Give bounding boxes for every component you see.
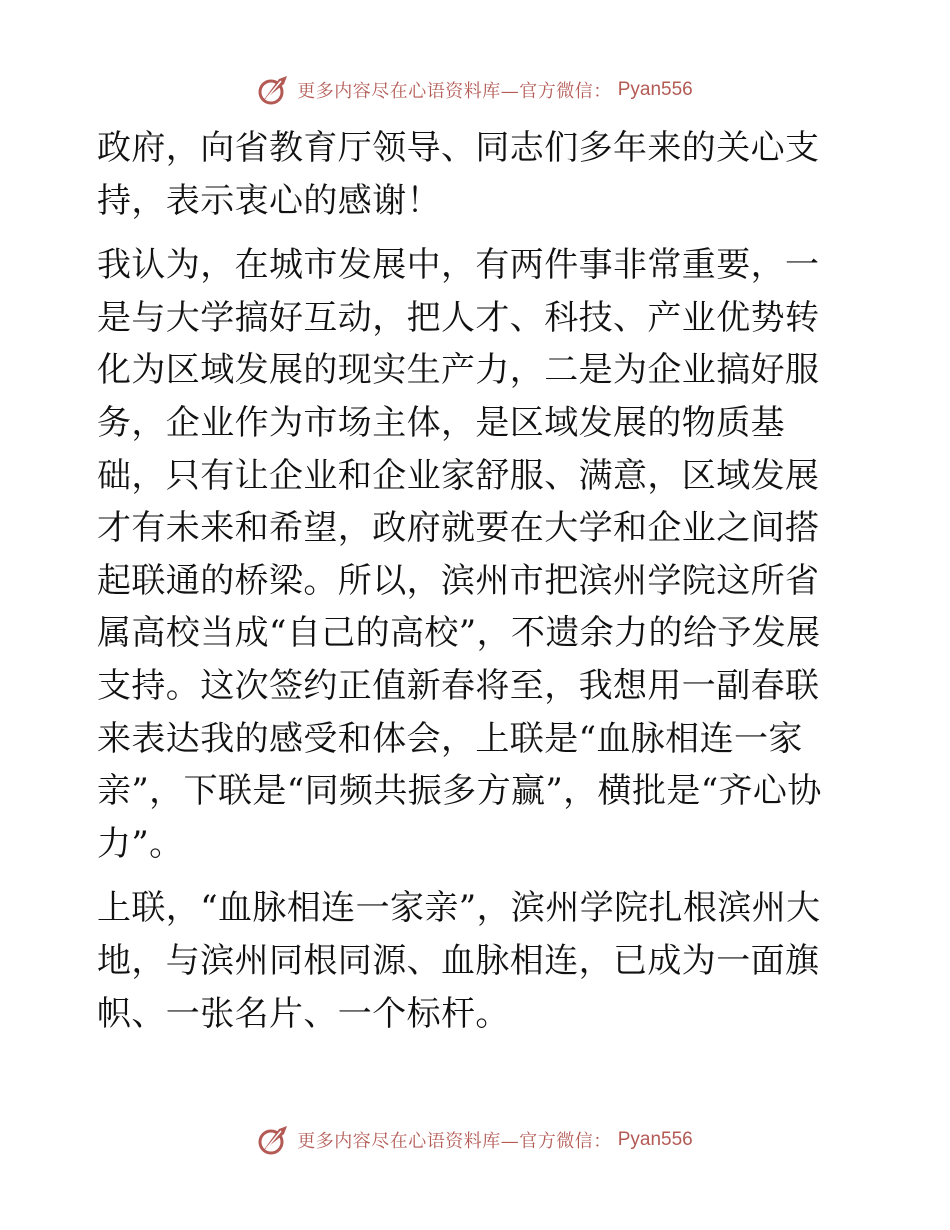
footer-banner-text: 更多内容尽在心语资料库—官方微信：	[297, 1131, 612, 1152]
footer-watermark-banner	[0, 1120, 950, 1160]
quill-pen-logo-icon	[257, 1123, 291, 1157]
footer-banner-id: Pyan556	[617, 1129, 693, 1150]
header-watermark-banner	[0, 70, 950, 110]
header-banner-id: Pyan556	[617, 79, 693, 100]
quill-pen-logo-icon	[257, 73, 291, 107]
paragraph-city-development: 我认为，在城市发展中，有两件事非常重要，一是与大学搞好互动，把人才、科技、产业优势转化为区域发展的现实生产力，二是为企业搞好服务，企业作为市场主体，是区域发展的物质基础，只有让企业和企业家舒服、满意，区域发展才有未来和希望，政府就要在大学和企业之间搭起联通的桥梁。所以，滨州市把滨州学院这所省属高校当成“自己的高校”，不遗余力的给予发展支持。这次签约正值新春将至，我想用一副春联来表达我的感受和体会，上联是“血脉相连一家亲”，下联是“同频共振多方赢”，横批是“齐心协力”。	[97, 245, 822, 864]
header-banner-text: 更多内容尽在心语资料库—官方微信：	[297, 81, 612, 102]
paragraph-thanks: 政府，向省教育厅领导、同志们多年来的关心支持，表示衷心的感谢！	[97, 128, 820, 221]
paragraph-first-couplet: 上联，“血脉相连一家亲”，滨州学院扎根滨州大地，与滨州同根同源、血脉相连，已成为一面旗帜、一张名片、一个标杆。	[97, 888, 821, 1034]
document-body	[97, 122, 852, 1052]
